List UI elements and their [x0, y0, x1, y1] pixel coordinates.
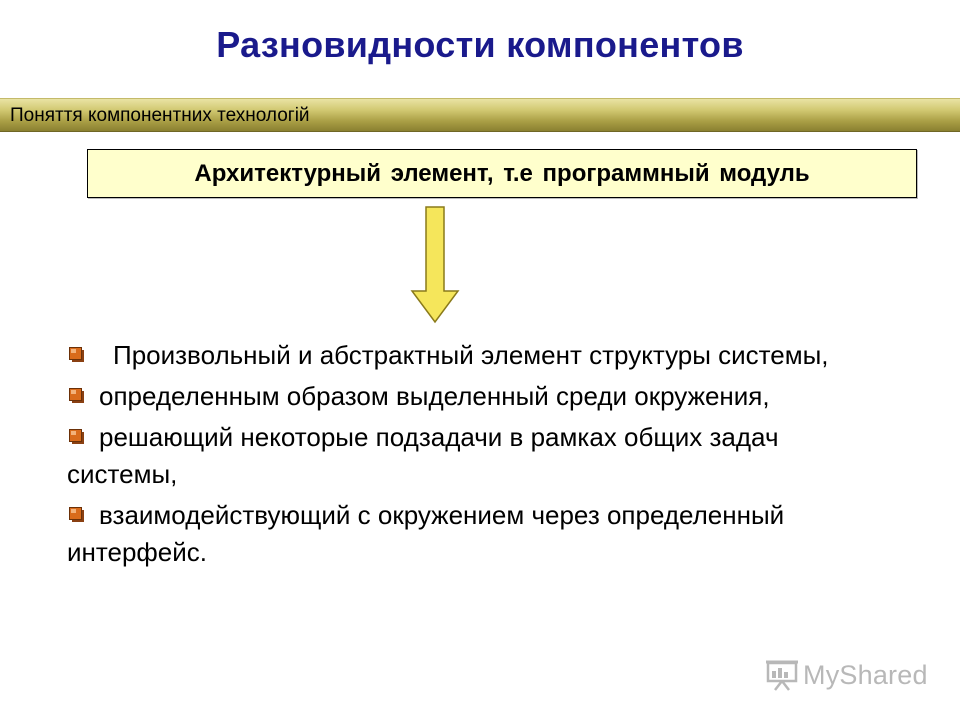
- section-band: [0, 98, 960, 132]
- bullet-item: [67, 497, 887, 571]
- bullet-text: Произвольный и абстрактный элемент структуры системы,: [113, 340, 829, 370]
- bullet-text: определенным образом выделенный среди окружения,: [99, 381, 770, 411]
- watermark-brand: MyShared: [803, 659, 928, 690]
- down-arrow-icon: [410, 205, 460, 325]
- checkbox-bullet-icon: [69, 347, 85, 363]
- definition-box: [87, 149, 917, 198]
- bullet-list: [67, 337, 887, 575]
- definition-text: Архитектурный элемент, т.е программный модуль: [194, 159, 810, 187]
- bullet-text: взаимодействующий с окружением через определенный интерфейс.: [67, 500, 785, 567]
- checkbox-bullet-icon: [69, 507, 85, 523]
- presentation-board-icon: [765, 658, 799, 692]
- watermark[interactable]: [765, 655, 930, 695]
- bullet-text: решающий некоторые подзадачи в рамках общих задач системы,: [67, 422, 779, 489]
- checkbox-bullet-icon: [69, 429, 85, 445]
- checkbox-bullet-icon: [69, 388, 85, 404]
- slide-title: Разновидности компонентов: [216, 24, 744, 65]
- bullet-item: [67, 337, 887, 374]
- bullet-item: [67, 419, 887, 493]
- section-label: Поняття компонентних технологій: [10, 105, 310, 126]
- down-arrow-shape: [412, 207, 458, 322]
- bullet-item: [67, 378, 887, 415]
